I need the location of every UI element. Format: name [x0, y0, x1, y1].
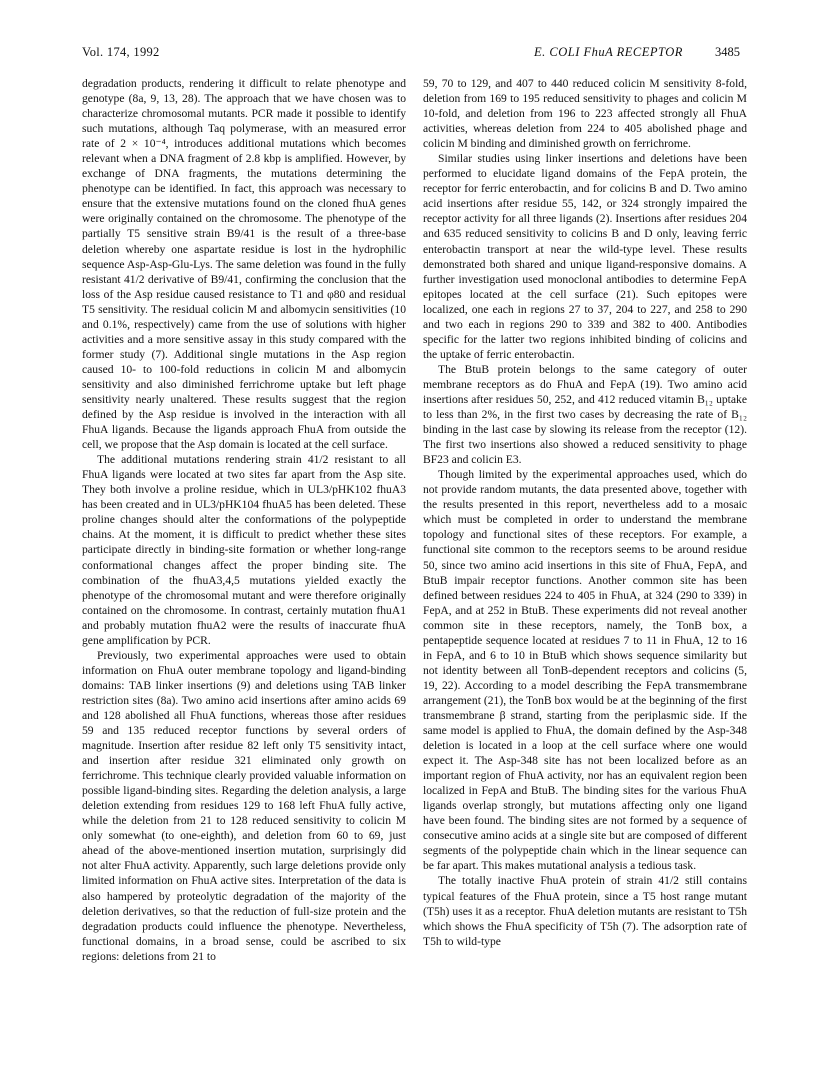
paragraph: 59, 70 to 129, and 407 to 440 reduced colicin M sensitivity 8-fold, deletion from 169 to 195 reduced sensitivity to phages and colicin M 10-fold, and deletion from 196 to 223 affected strongly all FhuA activities, whereas deletion from 224 to 405 abolished phage and colicin M binding and diminished growth on ferrichrome.	[423, 77, 747, 151]
running-title-text: E. COLI FhuA RECEPTOR	[534, 45, 683, 59]
paragraph: degradation products, rendering it difficult to relate phenotype and genotype (8a, 9, 13, 28). The approach that we have chosen was to characterize chromosomal mutants. PCR made it possible to identify such mutations, although Taq polymerase, with an measured error rate of 2 × 10⁻⁴, introduces additional mutations which becomes relevant when a DNA fragment of 2.8 kbp is amplified. However, by exchange of DNA fragments, the mutations determining the phenotype can be identified. In fact, this approach was necessary to ensure that the extensive mutations found on the cloned fhuA genes were originally contained on the chromosome. The phenotype of the partially T5 sensitive strain B9/41 is the result of a three-base deletion whereby one aspartate residue is lost in the hydrophilic sequence Asp-Asp-Glu-Lys. The same deletion was found in the fully resistant 41/2 derivative of B9/41, confirming the conclusion that the loss of the Asp residue caused resistance to T1 and φ80 and residual T5 sensitivity. The residual colicin M and albomycin sensitivities (10 and 0.1%, respectively) came from the use of solutions with higher activities and a more sensitive assay in this study compared with the former study (7). Additional single mutations in the Asp region caused 10- to 100-fold reductions in colicin M and albomycin sensitivity and also diminished ferrichrome uptake but left phage sensitivity nearly unaltered. These results suggest that the region defined by the Asp residue is involved in the interaction with all FhuA ligands. Because the ligands approach FhuA from outside the cell, we propose that the Asp domain is located at the cell surface.	[82, 77, 406, 452]
paragraph: Though limited by the experimental approaches used, which do not provide random mutants, the data presented above, together with the results presented in this report, nevertheless add to a mosaic which must be completed in order to understand the membrane topology and functional sites of these receptors. For example, a functional site common to the receptors seems to be around residue 50, since two amino acid insertions in this site of FhuA, FepA, and BtuB impair receptor functions. Another common site has been defined between residues 224 to 405 in FhuA, at 324 (290 to 339) in FepA, and at 252 in BtuB. These experiments did not reveal another common site in these receptors, namely, the TonB box, a pentapeptide sequence located at residues 7 to 11 in FhuA, 12 to 16 in FepA, and 6 to 10 in BtuB which shows sequence similarity but not identity between all TonB-dependent receptors and colicins (5, 19, 22). According to a model describing the FepA transmembrane arrangement (21), the TonB box would be at the beginning of the first transmembrane β strand, starting from the periplasmic side. If the same model is applied to FhuA, the domain defined by the Asp-348 deletion is located in a loop at the cell surface where one would expect it. The Asp-348 site has not been localized before as an important region of FhuA activity, nor has an equivalent region been localized in FepA and BtuB. The binding sites for the various FhuA ligands overlap strongly, but mutations affecting only one ligand have been found. The binding sites are not formed by a sequence of consecutive amino acids at a single site but are composed of different segments of the polypeptide chain which in the linear sequence can be far apart. This makes mutational analysis a tedious task.	[423, 468, 747, 873]
running-title	[534, 45, 683, 60]
paragraph: Previously, two experimental approaches were used to obtain information on FhuA outer membrane topology and ligand-binding domains: TAB linker insertions (9) and deletions using TAB linker restriction sites (8a). Two amino acid insertions after amino acids 69 and 128 abolished all FhuA functions, whereas those after residues 59 and 135 reduced receptor functions by several orders of magnitude. Insertion after residue 82 left only T5 sensitivity intact, and insertion after residue 321 eliminated only growth on ferrichrome. This technique clearly provided valuable information on possible ligand-binding sites. Regarding the deletion analysis, a large deletion extending from residues 129 to 168 left FhuA fully active, while the deletion from 21 to 128 reduced sensitivity to colicin M only somewhat (to one-eighth), and deletion from 60 to 69, just ahead of the above-mentioned insertion mutation, surprisingly did not alter FhuA activity. Apparently, such large deletions provide only limited information on FhuA active sites. Interpretation of the data is also hampered by proteolytic degradation of the majority of the deletion derivatives, so that the reduction of full-size protein and the degradation products could influence the phenotype. Nevertheless, functional domains, in a broad sense, could be ascribed to six regions: deletions from 21 to	[82, 648, 406, 963]
journal-volume: Vol. 174, 1992	[82, 45, 160, 59]
right-column	[423, 76, 747, 949]
left-column	[82, 76, 406, 964]
paragraph: Similar studies using linker insertions and deletions have been performed to elucidate ligand domains of the FepA protein, the receptor for ferric enterobactin, and for colicins B and D. Two amino acid insertions after residue 55, 142, or 324 strongly impaired the receptor activity for all three ligands (2). Insertions after residues 204 and 635 reduced sensitivity to colicins B and D only, leaving ferric enterobactin transport at near the wild-type level. These results demonstrated both shared and unique ligand-responsive domains. A further investigation used monoclonal antibodies to determine FepA epitopes located at the cell surface (21). Such epitopes were localized, one each in regions 27 to 37, 204 to 227, and 258 to 290 and two each in regions 290 to 339 and 382 to 400. Antibodies specific for the latter two regions inhibited binding of colicins and the uptake of ferric enterobactin.	[423, 152, 747, 361]
paragraph: The BtuB protein belongs to the same category of outer membrane receptors as do FhuA and FepA (19). Two amino acid insertions after residues 50, 252, and 412 reduced vitamin B₁₂ uptake to less than 2%, in the first two cases by decreasing the rate of B₁₂ binding in the last case by slowing its release from the receptor (12). The first two insertions also showed a reduced sensitivity to phage BF23 and colicin E3.	[423, 362, 747, 467]
paragraph: The totally inactive FhuA protein of strain 41/2 still contains typical features of the FhuA protein, since a T5 host range mutant (T5h) uses it as a receptor. FhuA deletion mutants are resistant to T5h which shows the FhuA specificity of T5h (7). The adsorption rate of T5h to wild-type	[423, 874, 747, 948]
paragraph: The additional mutations rendering strain 41/2 resistant to all FhuA ligands were located at two sites far apart from the Asp site. They both involve a proline residue, which in UL3/pHK102 fhuA3 has been created and in UL3/pHK104 fhuA5 has been deleted. These proline changes should alter the conformations of the polypeptide chains. At the moment, it is difficult to predict whether these sites participate directly in binding-site formation or whether long-range conformational changes affect the proper binding site. The combination of the fhuA3,4,5 mutations yielded exactly the phenotype of the chromosomal mutant and were therefore originally contained on the chromosome. In contrast, certainly mutation fhuA1 and probably mutation fhuA2 were the results of inaccurate fhuA gene amplification by PCR.	[82, 453, 406, 647]
page-number: 3485	[715, 45, 740, 59]
